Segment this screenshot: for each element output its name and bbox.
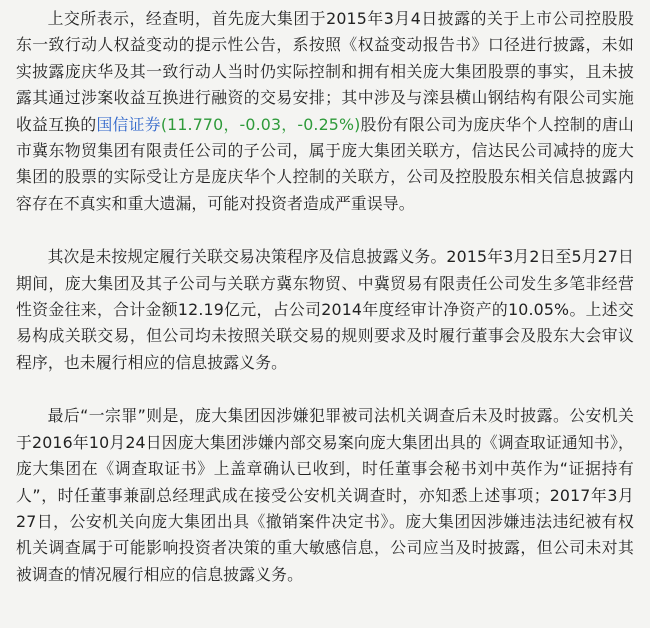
- stock-quote: (11.770，-0.03，-0.25%): [160, 114, 361, 134]
- paragraph-findings-text-before: 上交所表示，经查明，首先庞大集团于2015年3月4日披露的关于上市公司控股股东一致行动人权益变动的提示性公告，系按照《权益变动报告书》口径进行披露，未如实披露庞庆华及其一致行动人当时仍实际控制和拥有相关庞大集团股票的事实，且未披露其通过涉案收益互换进行融资的交易安排；其中涉及与滦县横山钢结构有限公司实施收益互换的: [16, 9, 634, 134]
- paragraph-findings-text-after: 股份有限公司为庞庆华个人控制的唐山市冀东物贸集团有限责任公司的子公司，属于庞大集团关联方，信达民公司减持的庞大集团的股票的实际受让方是庞庆华个人控制的关联方，公司及控股股东相关信息披露内容存在不真实和重大遗漏，可能对投资者造成严重误导。: [16, 114, 634, 213]
- paragraph-investigation-disclosure: 最后“一宗罪”则是，庞大集团因涉嫌犯罪被司法机关调查后未及时披露。公安机关于2016年10月24日因庞大集团涉嫌内部交易案向庞大集团出具的《调查取证通知书》，庞大集团在《调查取证书》上盖章确认已收到，时任董事会秘书刘中英作为“证据持有人”，时任董事兼副总经理武成在接受公安机关调查时，亦知悉上述事项；2017年3月27日，公安机关向庞大集团出具《撤销案件决定书》。庞大集团因涉嫌违法违纪被有权机关调查属于可能影响投资者决策的重大敏感信息，公司应当及时披露，但公司未对其被调查的情况履行相应的信息披露义务。: [16, 406, 634, 584]
- stock-link-guoxin-securities[interactable]: 国信证券: [96, 114, 161, 134]
- paragraph-findings: [16, 6, 634, 217]
- paragraph-related-transactions: 其次是未按规定履行关联交易决策程序及信息披露义务。2015年3月2日至5月27日期间，庞大集团及其子公司与关联方冀东物贸、中冀贸易有限责任公司发生多笔非经营性资金往来，合计金额12.19亿元，占公司2014年度经审计净资产的10.05%。上述交易构成关联交易，但公司均未按照关联交易的规则要求及时履行董事会及股东大会审议程序，也未履行相应的信息披露义务。: [16, 247, 634, 372]
